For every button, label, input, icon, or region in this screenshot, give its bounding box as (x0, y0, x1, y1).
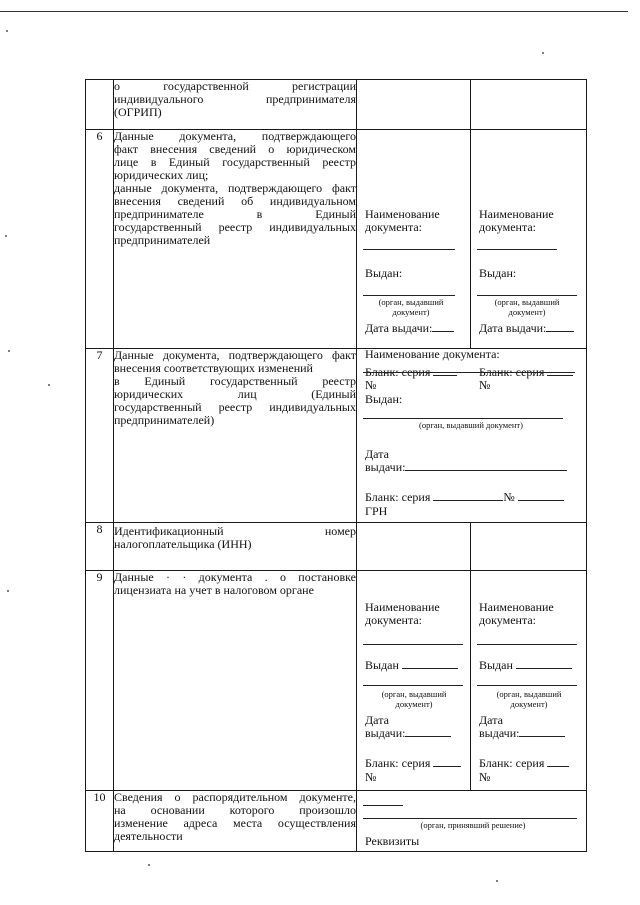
row-number: 8 (86, 523, 114, 571)
document-name-label: документа: (365, 613, 422, 627)
desc-line: предпринимателей (114, 233, 211, 247)
table-row (86, 80, 587, 130)
issued-by-field[interactable] (363, 294, 455, 296)
document-name-field[interactable] (363, 643, 463, 645)
issued-by-field[interactable] (363, 684, 463, 686)
table-row (86, 349, 587, 523)
issued-by-field[interactable] (363, 417, 563, 419)
document-name-label: Наименование (365, 207, 440, 221)
row-description (114, 349, 357, 523)
scan-speck (542, 52, 544, 54)
grn-label: ГРН (365, 504, 388, 518)
issue-date-label: выдачи: (365, 460, 406, 474)
scan-speck (496, 880, 498, 882)
form-series-label: Бланк: серия (479, 756, 545, 770)
desc-line: юридических лиц (Единый (114, 387, 356, 401)
issue-date-label: Дата (479, 713, 503, 727)
decision-block (357, 791, 587, 852)
desc-line: изменение адреса места осуществления (114, 816, 356, 830)
document-name-label: документа: (365, 220, 422, 234)
issued-by-field[interactable] (402, 659, 458, 669)
desc-line: налогоплательщика (ИНН) (114, 537, 252, 551)
issued-by-field[interactable] (477, 294, 577, 296)
issue-date-field[interactable] (432, 322, 454, 332)
desc-line: Данные · · документа . о постановке (114, 570, 356, 584)
document-name-field[interactable] (363, 248, 455, 250)
row-number: 10 (86, 791, 114, 852)
desc-line: Данные документа, подтверждающего (114, 129, 356, 143)
form-number-label: № (479, 770, 491, 784)
form-number-label: № (503, 490, 515, 504)
issued-label: Выдан (479, 658, 513, 672)
document-name-field[interactable] (477, 248, 557, 250)
issued-caption: документ) (510, 699, 548, 709)
row-number: 9 (86, 571, 114, 791)
document-block-right (471, 130, 587, 392)
document-name-field[interactable] (477, 643, 577, 645)
desc-line: юридических лиц; (114, 168, 209, 182)
desc-line: Данные документа, подтверждающего факт (114, 348, 356, 362)
issued-caption: (орган, выдавший (496, 689, 562, 699)
desc-line: о государственной регистрации (114, 79, 356, 93)
desc-line: лицензиата на учет в налоговом органе (114, 583, 314, 597)
issued-caption: (орган, выдавший документ) (419, 420, 523, 430)
top-border-line (0, 11, 628, 12)
issued-caption: (орган, выдавший (381, 689, 447, 699)
table-row (86, 130, 587, 349)
issued-caption: (орган, выдавший (494, 297, 560, 307)
issued-label: Выдан (365, 658, 399, 672)
document-name-label: Наименование (479, 207, 554, 221)
form-series-field[interactable] (547, 757, 569, 767)
scan-speck (7, 590, 9, 592)
desc-line: деятельности (114, 829, 183, 843)
decision-body-field[interactable] (363, 817, 577, 819)
issue-date-label: выдачи: (479, 726, 520, 740)
table-row (86, 571, 587, 791)
desc-line: Идентификационный номер (114, 524, 356, 538)
issued-label: Выдан: (365, 392, 403, 406)
requisites-label: Реквизиты (365, 834, 420, 848)
decision-field[interactable] (363, 804, 403, 806)
desc-line: государственный реестр индивидуальных (114, 400, 356, 414)
form-series-field[interactable] (433, 757, 461, 767)
license-form-table (85, 79, 587, 852)
desc-line: в Единый государственный реестр (114, 374, 356, 388)
issue-date-label: Дата (365, 447, 389, 461)
form-series-field[interactable] (433, 491, 503, 501)
issued-by-field[interactable] (516, 659, 572, 669)
table-row (86, 791, 587, 852)
desc-line: государственный реестр индивидуальных (114, 220, 356, 234)
document-name-label: Наименование (365, 600, 440, 614)
document-block-right (471, 571, 587, 791)
row-number: 7 (86, 349, 114, 523)
value-field-left[interactable] (357, 80, 471, 130)
issue-date-field[interactable] (405, 727, 451, 737)
desc-line: предпринимателей) (114, 413, 215, 427)
desc-line: на основании которого произошло (114, 803, 356, 817)
issued-caption: документ) (392, 307, 430, 317)
form-number-label: № (365, 770, 377, 784)
scan-speck (6, 30, 8, 32)
table-row (86, 523, 587, 571)
inn-field-right[interactable] (471, 523, 587, 571)
document-name-label: документа: (479, 220, 536, 234)
document-block-left (357, 130, 471, 392)
document-name-label: Наименование документа: (365, 347, 500, 361)
row-description (114, 523, 357, 571)
issue-date-field[interactable] (405, 461, 567, 471)
desc-line: лице в Единый государственный реестр (114, 155, 356, 169)
form-number-label: № (365, 378, 377, 392)
document-name-field[interactable] (363, 371, 575, 373)
form-number-label: № (479, 378, 491, 392)
row-description (114, 791, 357, 852)
form-series-label: Бланк: серия (365, 490, 431, 504)
document-name-label: документа: (479, 613, 536, 627)
document-block-left (357, 571, 471, 791)
scan-speck (5, 235, 7, 237)
issued-label: Выдан: (479, 266, 517, 280)
scan-speck (148, 864, 150, 866)
row-description (114, 130, 357, 349)
issue-date-label: выдачи: (365, 726, 406, 740)
issue-date-label: Дата выдачи: (479, 321, 547, 335)
form-series-label: Бланк: серия (479, 365, 545, 379)
issue-date-field[interactable] (546, 322, 574, 332)
form-series-label: Бланк: серия (365, 756, 431, 770)
document-block (357, 349, 587, 523)
row-description (114, 80, 357, 130)
issued-caption: документ) (395, 699, 433, 709)
desc-line: данные документа, подтверждающего факт (114, 181, 356, 195)
desc-line: внесения соответствующих изменений (114, 361, 313, 375)
inn-field-left[interactable] (357, 523, 471, 571)
document-name-label: Наименование (479, 600, 554, 614)
row-number: 6 (86, 130, 114, 349)
row-number (86, 80, 114, 130)
form-series-label: Бланк: серия (365, 365, 431, 379)
issue-date-label: Дата выдачи: (365, 321, 433, 335)
issued-by-field[interactable] (477, 684, 577, 686)
desc-line: факт внесения сведений о юридическом (114, 142, 356, 156)
issue-date-field[interactable] (519, 727, 565, 737)
desc-line: внесения сведений об индивидуальном (114, 194, 356, 208)
desc-line: предпринимателе в Единый (114, 207, 356, 221)
decision-caption: (орган, принявший решение) (420, 820, 526, 830)
issued-caption: (орган, выдавший (378, 297, 444, 307)
issue-date-label: Дата (365, 713, 389, 727)
desc-line: Сведения о распорядительном документе, (114, 790, 356, 804)
issued-caption: документ) (508, 307, 546, 317)
desc-line: (ОГРИП) (114, 105, 162, 119)
scan-speck (8, 350, 10, 352)
value-field-right[interactable] (471, 80, 587, 130)
issued-label: Выдан: (365, 266, 403, 280)
desc-line: индивидуального предпринимателя (114, 92, 356, 106)
form-number-field[interactable] (518, 491, 564, 501)
row-description (114, 571, 357, 791)
scan-speck (48, 384, 50, 386)
